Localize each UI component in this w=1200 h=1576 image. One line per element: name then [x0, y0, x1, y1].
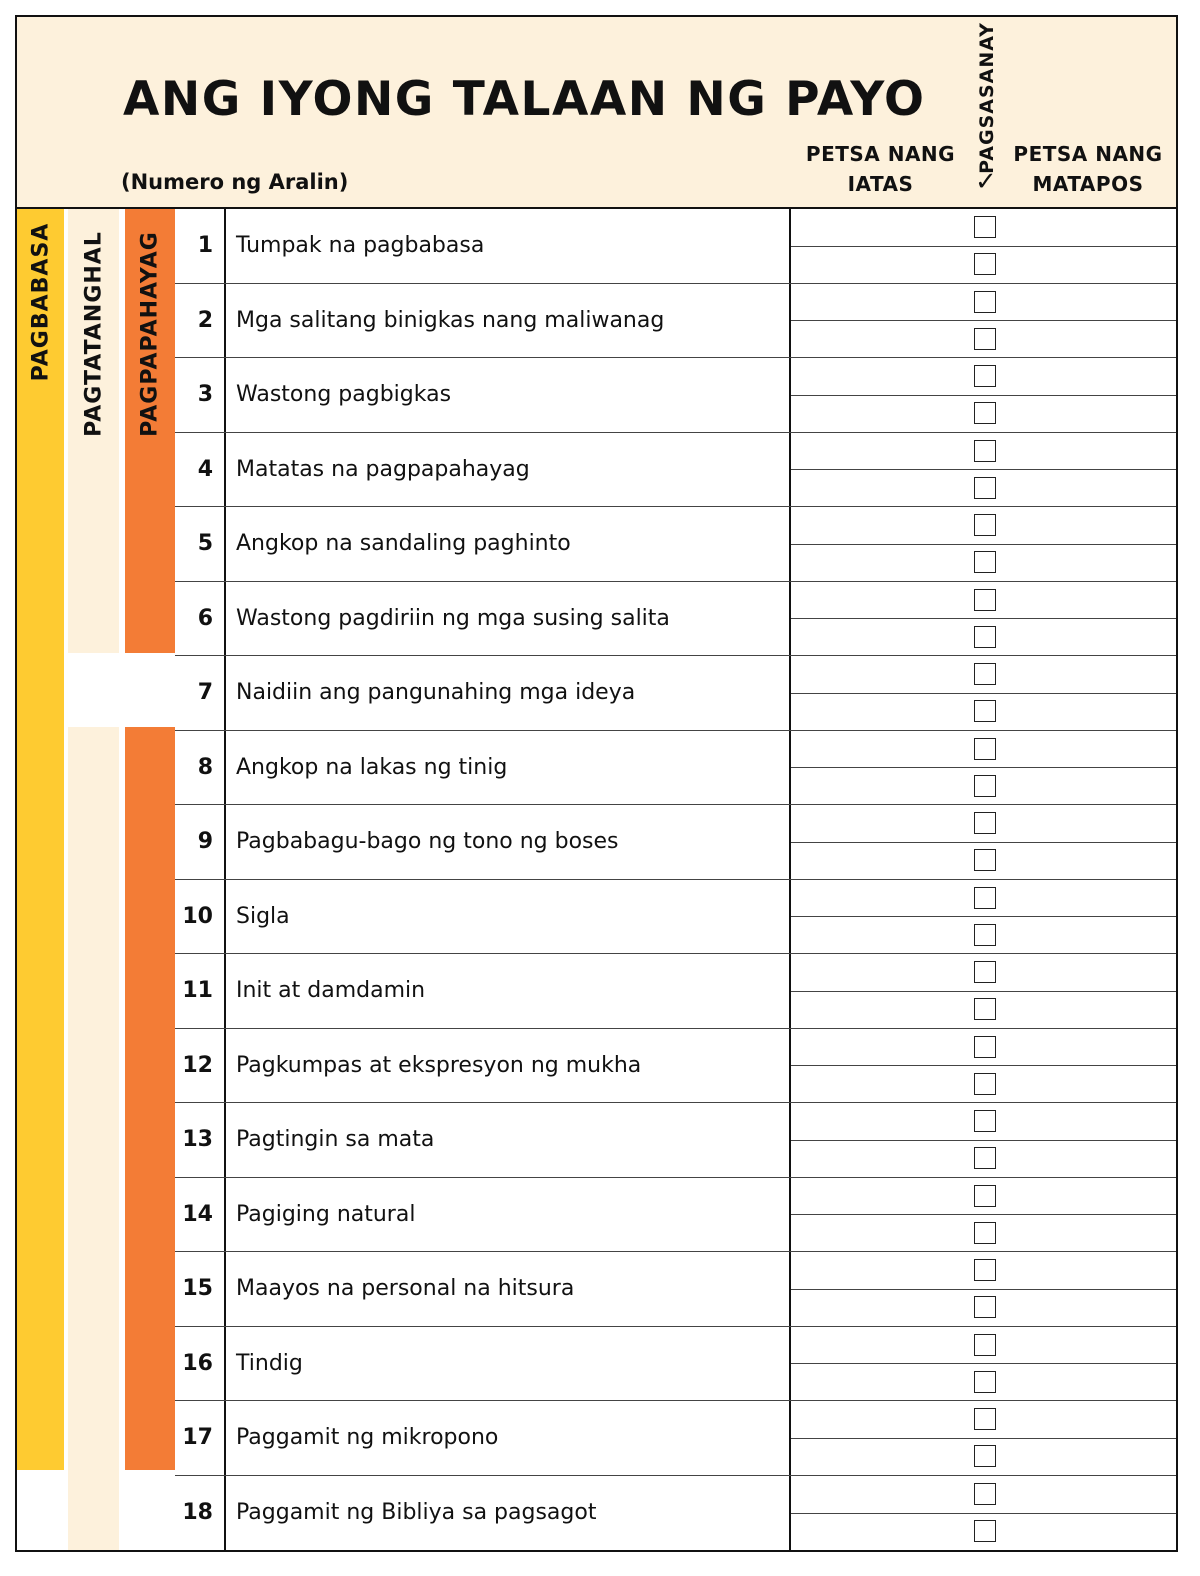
expression-category-label: PAGPAPAHAYAG	[137, 231, 163, 437]
lesson-number: 15	[175, 1252, 226, 1326]
presentation-category-bar	[68, 209, 119, 653]
lesson-row	[175, 1476, 1178, 1551]
lesson-label: Tumpak na pagbabasa	[236, 233, 485, 259]
lesson-label: Init at damdamin	[236, 978, 426, 1004]
date-entry-area[interactable]	[789, 1476, 1178, 1551]
lesson-row	[175, 731, 1178, 806]
lesson-row	[175, 805, 1178, 880]
practice-header	[972, 23, 1002, 173]
practice-checkbox[interactable]	[974, 961, 996, 983]
entry-divider	[791, 618, 1178, 619]
practice-checkbox[interactable]	[974, 1520, 996, 1542]
expression-category-bar	[125, 209, 175, 653]
practice-checkbox[interactable]	[974, 849, 996, 871]
date-entry-area[interactable]	[789, 954, 1178, 1028]
date-entry-area[interactable]	[789, 507, 1178, 581]
practice-checkbox[interactable]	[974, 1445, 996, 1467]
entry-divider	[791, 1513, 1178, 1514]
practice-checkbox[interactable]	[974, 477, 996, 499]
lesson-label: Sigla	[236, 903, 290, 929]
entry-divider	[791, 1065, 1178, 1066]
presentation-category-label: PAGTATANGHAL	[81, 231, 106, 437]
practice-checkbox[interactable]	[974, 924, 996, 946]
practice-checkbox[interactable]	[974, 887, 996, 909]
lesson-number-caption: (Numero ng Aralin)	[121, 170, 349, 194]
practice-checkbox[interactable]	[974, 291, 996, 313]
date-entry-area[interactable]	[789, 1252, 1178, 1326]
date-entry-area[interactable]	[789, 1401, 1178, 1475]
practice-checkbox[interactable]	[974, 1185, 996, 1207]
date-entry-area[interactable]	[789, 582, 1178, 656]
lesson-table	[175, 209, 1178, 1550]
date-assigned-header: PETSA NANG IATAS	[805, 142, 956, 196]
entry-divider	[791, 991, 1178, 992]
lesson-row	[175, 954, 1178, 1029]
date-entry-area[interactable]	[789, 880, 1178, 954]
entry-divider	[791, 1289, 1178, 1290]
lesson-row	[175, 1103, 1178, 1178]
lesson-label: Mga salitang binigkas nang maliwanag	[236, 307, 665, 333]
lesson-label: Pagkumpas at ekspresyon ng mukha	[236, 1052, 642, 1078]
entry-divider	[791, 544, 1178, 545]
lesson-number: 4	[175, 433, 226, 507]
entry-divider	[791, 1363, 1178, 1364]
practice-checkbox[interactable]	[974, 775, 996, 797]
date-entry-area[interactable]	[789, 433, 1178, 507]
entry-divider	[791, 693, 1178, 694]
date-entry-area[interactable]	[789, 1029, 1178, 1103]
lesson-label: Matatas na pagpapahayag	[236, 456, 530, 482]
expression-category-bar-lower	[125, 727, 175, 1470]
entry-divider	[791, 916, 1178, 917]
entry-divider	[791, 469, 1178, 470]
practice-checkbox[interactable]	[974, 1259, 996, 1281]
practice-checkbox[interactable]	[974, 1147, 996, 1169]
presentation-category-bar-lower	[68, 727, 119, 1552]
lesson-label: Pagtingin sa mata	[236, 1127, 435, 1153]
lesson-label: Angkop na lakas ng tinig	[236, 754, 508, 780]
practice-checkbox[interactable]	[974, 216, 996, 238]
lesson-label: Maayos na personal na hitsura	[236, 1276, 575, 1302]
practice-checkbox[interactable]	[974, 328, 996, 350]
lesson-row	[175, 209, 1178, 284]
entry-divider	[791, 767, 1178, 768]
lesson-number: 10	[175, 880, 226, 954]
lesson-row	[175, 1029, 1178, 1104]
practice-checkbox[interactable]	[974, 365, 996, 387]
date-entry-area[interactable]	[789, 656, 1178, 730]
practice-checkbox[interactable]	[974, 253, 996, 275]
lesson-row	[175, 582, 1178, 657]
lesson-number: 2	[175, 284, 226, 358]
date-entry-area[interactable]	[789, 358, 1178, 432]
date-entry-area[interactable]	[789, 805, 1178, 879]
lesson-number: 13	[175, 1103, 226, 1177]
entry-divider	[791, 395, 1178, 396]
entry-divider	[791, 1438, 1178, 1439]
practice-checkbox[interactable]	[974, 700, 996, 722]
lesson-row	[175, 656, 1178, 731]
lesson-label: Wastong pagbigkas	[236, 382, 452, 408]
counsel-form	[15, 15, 1178, 1552]
entry-divider	[791, 842, 1178, 843]
date-entry-area[interactable]	[789, 284, 1178, 358]
lesson-label: Wastong pagdiriin ng mga susing salita	[236, 605, 670, 631]
lesson-number: 3	[175, 358, 226, 432]
date-entry-area[interactable]	[789, 1178, 1178, 1252]
lesson-number: 1	[175, 209, 226, 283]
lesson-label: Pagbabagu-bago ng tono ng boses	[236, 829, 619, 855]
practice-checkbox[interactable]	[974, 663, 996, 685]
lesson-label: Paggamit ng Bibliya sa pagsagot	[236, 1500, 597, 1526]
practice-checkbox[interactable]	[974, 738, 996, 760]
practice-checkbox[interactable]	[974, 402, 996, 424]
lesson-number: 7	[175, 656, 226, 730]
lesson-row	[175, 1252, 1178, 1327]
form-title: ANG IYONG TALAAN NG PAYO	[123, 72, 926, 127]
lesson-number: 16	[175, 1327, 226, 1401]
practice-checkbox[interactable]	[974, 551, 996, 573]
date-entry-area[interactable]	[789, 731, 1178, 805]
entry-divider	[791, 246, 1178, 247]
lesson-label: Angkop na sandaling paghinto	[236, 531, 571, 557]
lesson-label: Paggamit ng mikropono	[236, 1425, 499, 1451]
entry-divider	[791, 1140, 1178, 1141]
form-header	[17, 17, 1176, 209]
practice-checkbox[interactable]	[974, 589, 996, 611]
practice-checkbox[interactable]	[974, 812, 996, 834]
practice-checkbox[interactable]	[974, 1296, 996, 1318]
practice-checkbox[interactable]	[974, 998, 996, 1020]
practice-checkbox[interactable]	[974, 514, 996, 536]
lesson-number: 11	[175, 954, 226, 1028]
lesson-row	[175, 284, 1178, 359]
lesson-number: 5	[175, 507, 226, 581]
lesson-row	[175, 1178, 1178, 1253]
lesson-number: 14	[175, 1178, 226, 1252]
checkmark-icon: ✓	[975, 167, 997, 197]
practice-checkbox[interactable]	[974, 1036, 996, 1058]
lesson-row	[175, 507, 1178, 582]
lesson-label: Tindig	[236, 1350, 303, 1376]
date-entry-area[interactable]	[789, 209, 1178, 283]
date-entry-area[interactable]	[789, 1103, 1178, 1177]
lesson-label: Pagiging natural	[236, 1201, 416, 1227]
lesson-row	[175, 433, 1178, 508]
lesson-row	[175, 1401, 1178, 1476]
reading-category-bar	[17, 209, 64, 1470]
lesson-number: 12	[175, 1029, 226, 1103]
lesson-number: 8	[175, 731, 226, 805]
date-completed-header: PETSA NANG MATAPOS	[1013, 142, 1163, 196]
practice-checkbox[interactable]	[974, 1110, 996, 1132]
practice-header-label: PAGSASANAY	[976, 22, 998, 174]
practice-checkbox[interactable]	[974, 1073, 996, 1095]
practice-checkbox[interactable]	[974, 1408, 996, 1430]
lesson-row	[175, 358, 1178, 433]
entry-divider	[791, 320, 1178, 321]
lesson-number: 18	[175, 1476, 226, 1551]
reading-category-label: PAGBABASA	[28, 222, 53, 382]
lesson-number: 6	[175, 582, 226, 656]
date-entry-area[interactable]	[789, 1327, 1178, 1401]
practice-checkbox[interactable]	[974, 1222, 996, 1244]
lesson-row	[175, 880, 1178, 955]
practice-checkbox[interactable]	[974, 1371, 996, 1393]
practice-checkbox[interactable]	[974, 1483, 996, 1505]
lesson-number: 17	[175, 1401, 226, 1475]
lesson-label: Naidiin ang pangunahing mga ideya	[236, 680, 636, 706]
practice-checkbox[interactable]	[974, 626, 996, 648]
entry-divider	[791, 1214, 1178, 1215]
practice-checkbox[interactable]	[974, 1334, 996, 1356]
lesson-number: 9	[175, 805, 226, 879]
practice-checkbox[interactable]	[974, 440, 996, 462]
lesson-row	[175, 1327, 1178, 1402]
